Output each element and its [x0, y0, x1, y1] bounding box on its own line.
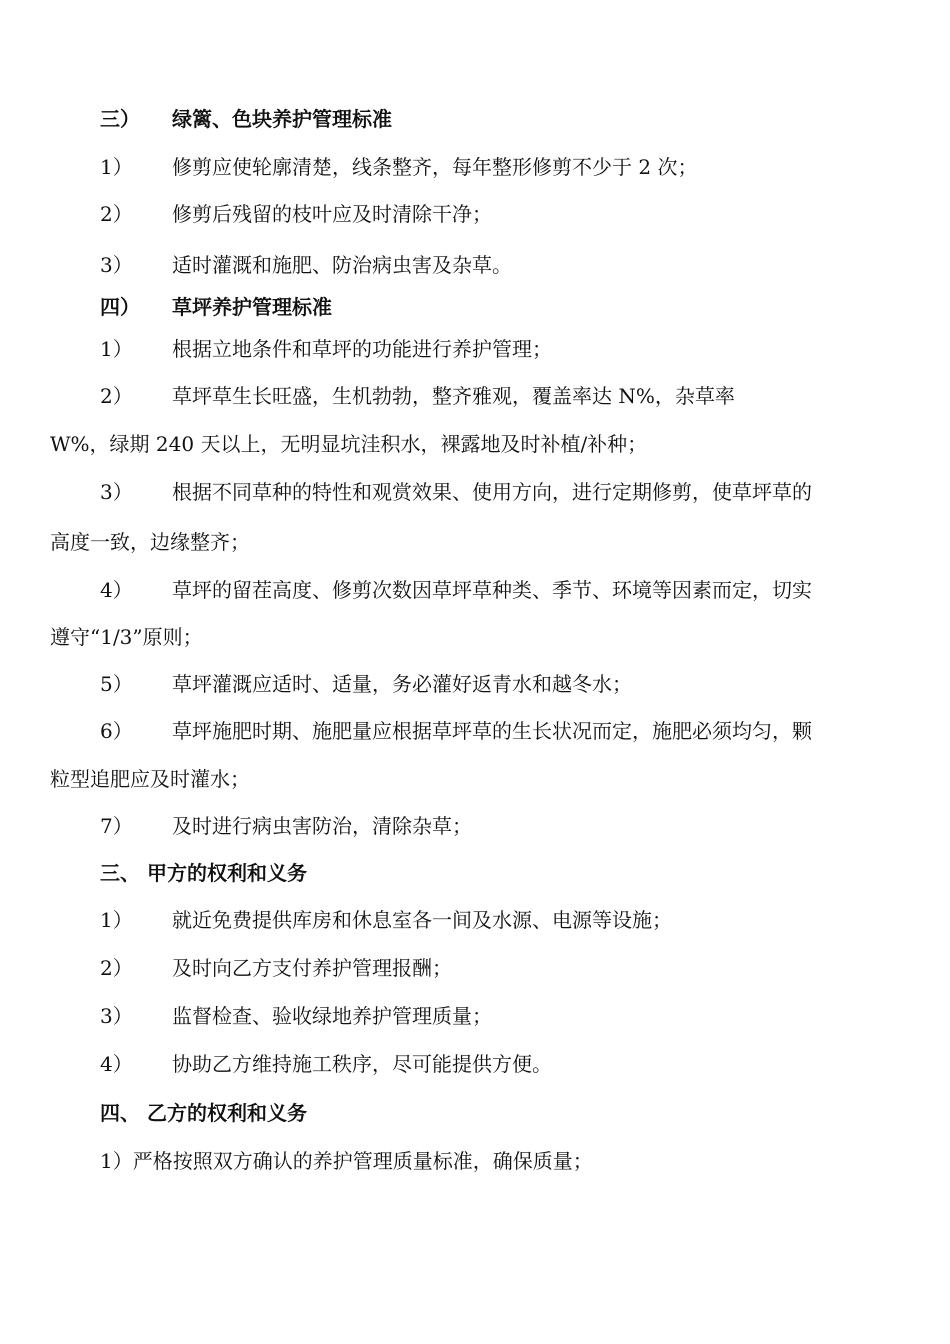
item-text: 适时灌溉和施肥、防治病虫害及杂草。	[172, 253, 512, 277]
item-number: 7）	[100, 814, 133, 838]
item-text: 草坪灌溉应适时、适量，务必灌好返青水和越冬水；	[172, 672, 632, 696]
item-number: 2）	[100, 384, 133, 408]
item-number: 1）	[100, 155, 133, 179]
item-text: 及时进行病虫害防治，清除杂草；	[172, 814, 472, 838]
item-text: 及时向乙方支付养护管理报酬；	[172, 956, 452, 980]
item-text: 修剪应使轮廓清楚，线条整齐，每年整形修剪不少于 2 次；	[172, 155, 698, 179]
item-text: 就近免费提供库房和休息室各一间及水源、电源等设施；	[172, 908, 672, 932]
item-number: 3）	[100, 253, 133, 277]
item-number: 2）	[100, 202, 133, 226]
item-text: 草坪施肥时期、施肥量应根据草坪草的生长状况而定，施肥必须均匀，颗	[172, 719, 812, 743]
heading-text: 四、 乙方的权利和义务	[100, 1101, 307, 1125]
item-number: 4）	[100, 578, 133, 602]
item-text: 根据立地条件和草坪的功能进行养护管理；	[172, 337, 552, 361]
item-number: 2）	[100, 956, 133, 980]
list-item-continuation: W%，绿期 240 天以上，无明显坑洼积水，裸露地及时补植/补种；	[50, 432, 648, 456]
item-text: 协助乙方维持施工秩序，尽可能提供方便。	[172, 1052, 552, 1076]
item-text: 修剪后残留的枝叶应及时清除干净；	[172, 202, 492, 226]
heading-text: 绿篱、色块养护管理标准	[172, 107, 392, 131]
heading-number: 四）	[100, 295, 140, 319]
heading-text: 草坪养护管理标准	[172, 295, 332, 319]
item-number: 1）	[100, 337, 133, 361]
item-number: 4）	[100, 1052, 133, 1076]
heading-number: 三）	[100, 107, 140, 131]
list-item-continuation: 遵守“1/3”原则；	[50, 625, 203, 649]
item-text: 监督检查、验收绿地养护管理质量；	[172, 1004, 492, 1028]
item-text: 草坪草生长旺盛，生机勃勃，整齐雅观，覆盖率达 N%，杂草率	[172, 384, 735, 408]
heading-text: 三、 甲方的权利和义务	[100, 861, 307, 885]
item-text: 1）严格按照双方确认的养护管理质量标准，确保质量；	[100, 1149, 593, 1173]
item-text: 根据不同草种的特性和观赏效果、使用方向，进行定期修剪，使草坪草的	[172, 480, 812, 504]
list-item-continuation: 高度一致，边缘整齐；	[50, 530, 250, 554]
item-number: 3）	[100, 1004, 133, 1028]
item-number: 5）	[100, 672, 133, 696]
item-text: 草坪的留茬高度、修剪次数因草坪草种类、季节、环境等因素而定，切实	[172, 578, 812, 602]
list-item-continuation: 粒型追肥应及时灌水；	[50, 767, 250, 791]
item-number: 6）	[100, 719, 133, 743]
item-number: 3）	[100, 480, 133, 504]
item-number: 1）	[100, 908, 133, 932]
